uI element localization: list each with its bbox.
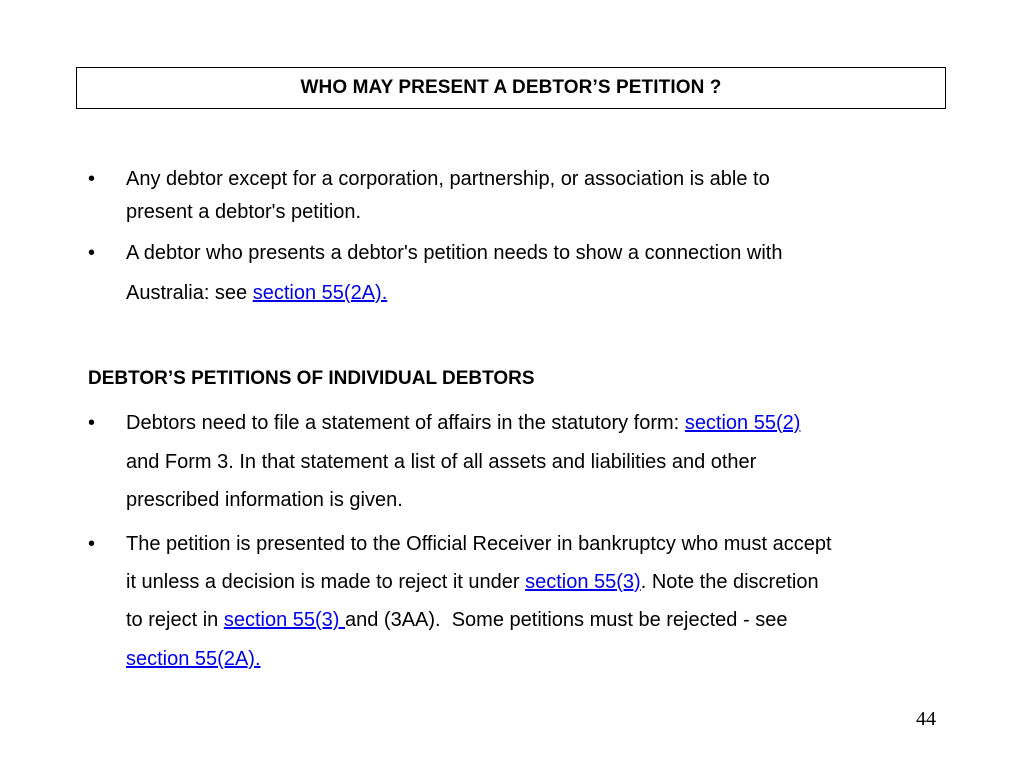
bullet-1-line-2: present a debtor's petition. [126,201,362,223]
bullet-4-line-4 [126,648,261,671]
section-55-2a-link[interactable]: section 55(2A). [252,282,388,304]
bullet-3-line-2: and Form 3. In that statement a list of all assets and liabilities and other [126,451,757,473]
bullet-4-line-3 [126,609,787,632]
bullet-4-text-a: it unless a decision is made to reject it under [126,571,526,593]
title-box [76,67,946,109]
bullet-4-text-b: . Note the discretion [640,571,819,593]
section-55-2a-link-2[interactable]: section 55(2A). [126,648,261,670]
section-55-3-link-2[interactable]: section 55(3) [223,609,345,631]
bullet-3-line-1 [126,412,800,435]
bullet-4-text-d: and (3AA). Some petitions must be rejected - see [345,609,788,631]
section-heading: DEBTOR’S PETITIONS OF INDIVIDUAL DEBTORS [88,368,535,389]
bullet-1-line-1: Any debtor except for a corporation, partnership, or association is able to [126,168,770,190]
section-55-2-link[interactable]: section 55(2) [684,412,801,434]
section-55-3-link[interactable]: section 55(3) [525,571,641,593]
page-number: 44 [916,708,936,730]
bullet-2-line-2 [126,282,387,305]
bullet-4-line-2 [126,571,819,594]
bullet-4-text-c: to reject in [126,609,224,631]
bullet-1: • [88,168,96,190]
bullet-2-line-1: A debtor who presents a debtor's petition needs to show a connection with [126,242,783,264]
bullet-2: • [88,242,96,264]
bullet-2-text: Australia: see [126,282,253,304]
page-title: WHO MAY PRESENT A DEBTOR’S PETITION ? [300,77,722,98]
bullet-4: • [88,533,96,555]
bullet-3-text: Debtors need to file a statement of affairs in the statutory form: [126,412,685,434]
bullet-4-line-1: The petition is presented to the Official Receiver in bankruptcy who must accept [126,533,832,555]
bullet-3-line-3: prescribed information is given. [126,489,403,511]
bullet-3: • [88,412,96,434]
